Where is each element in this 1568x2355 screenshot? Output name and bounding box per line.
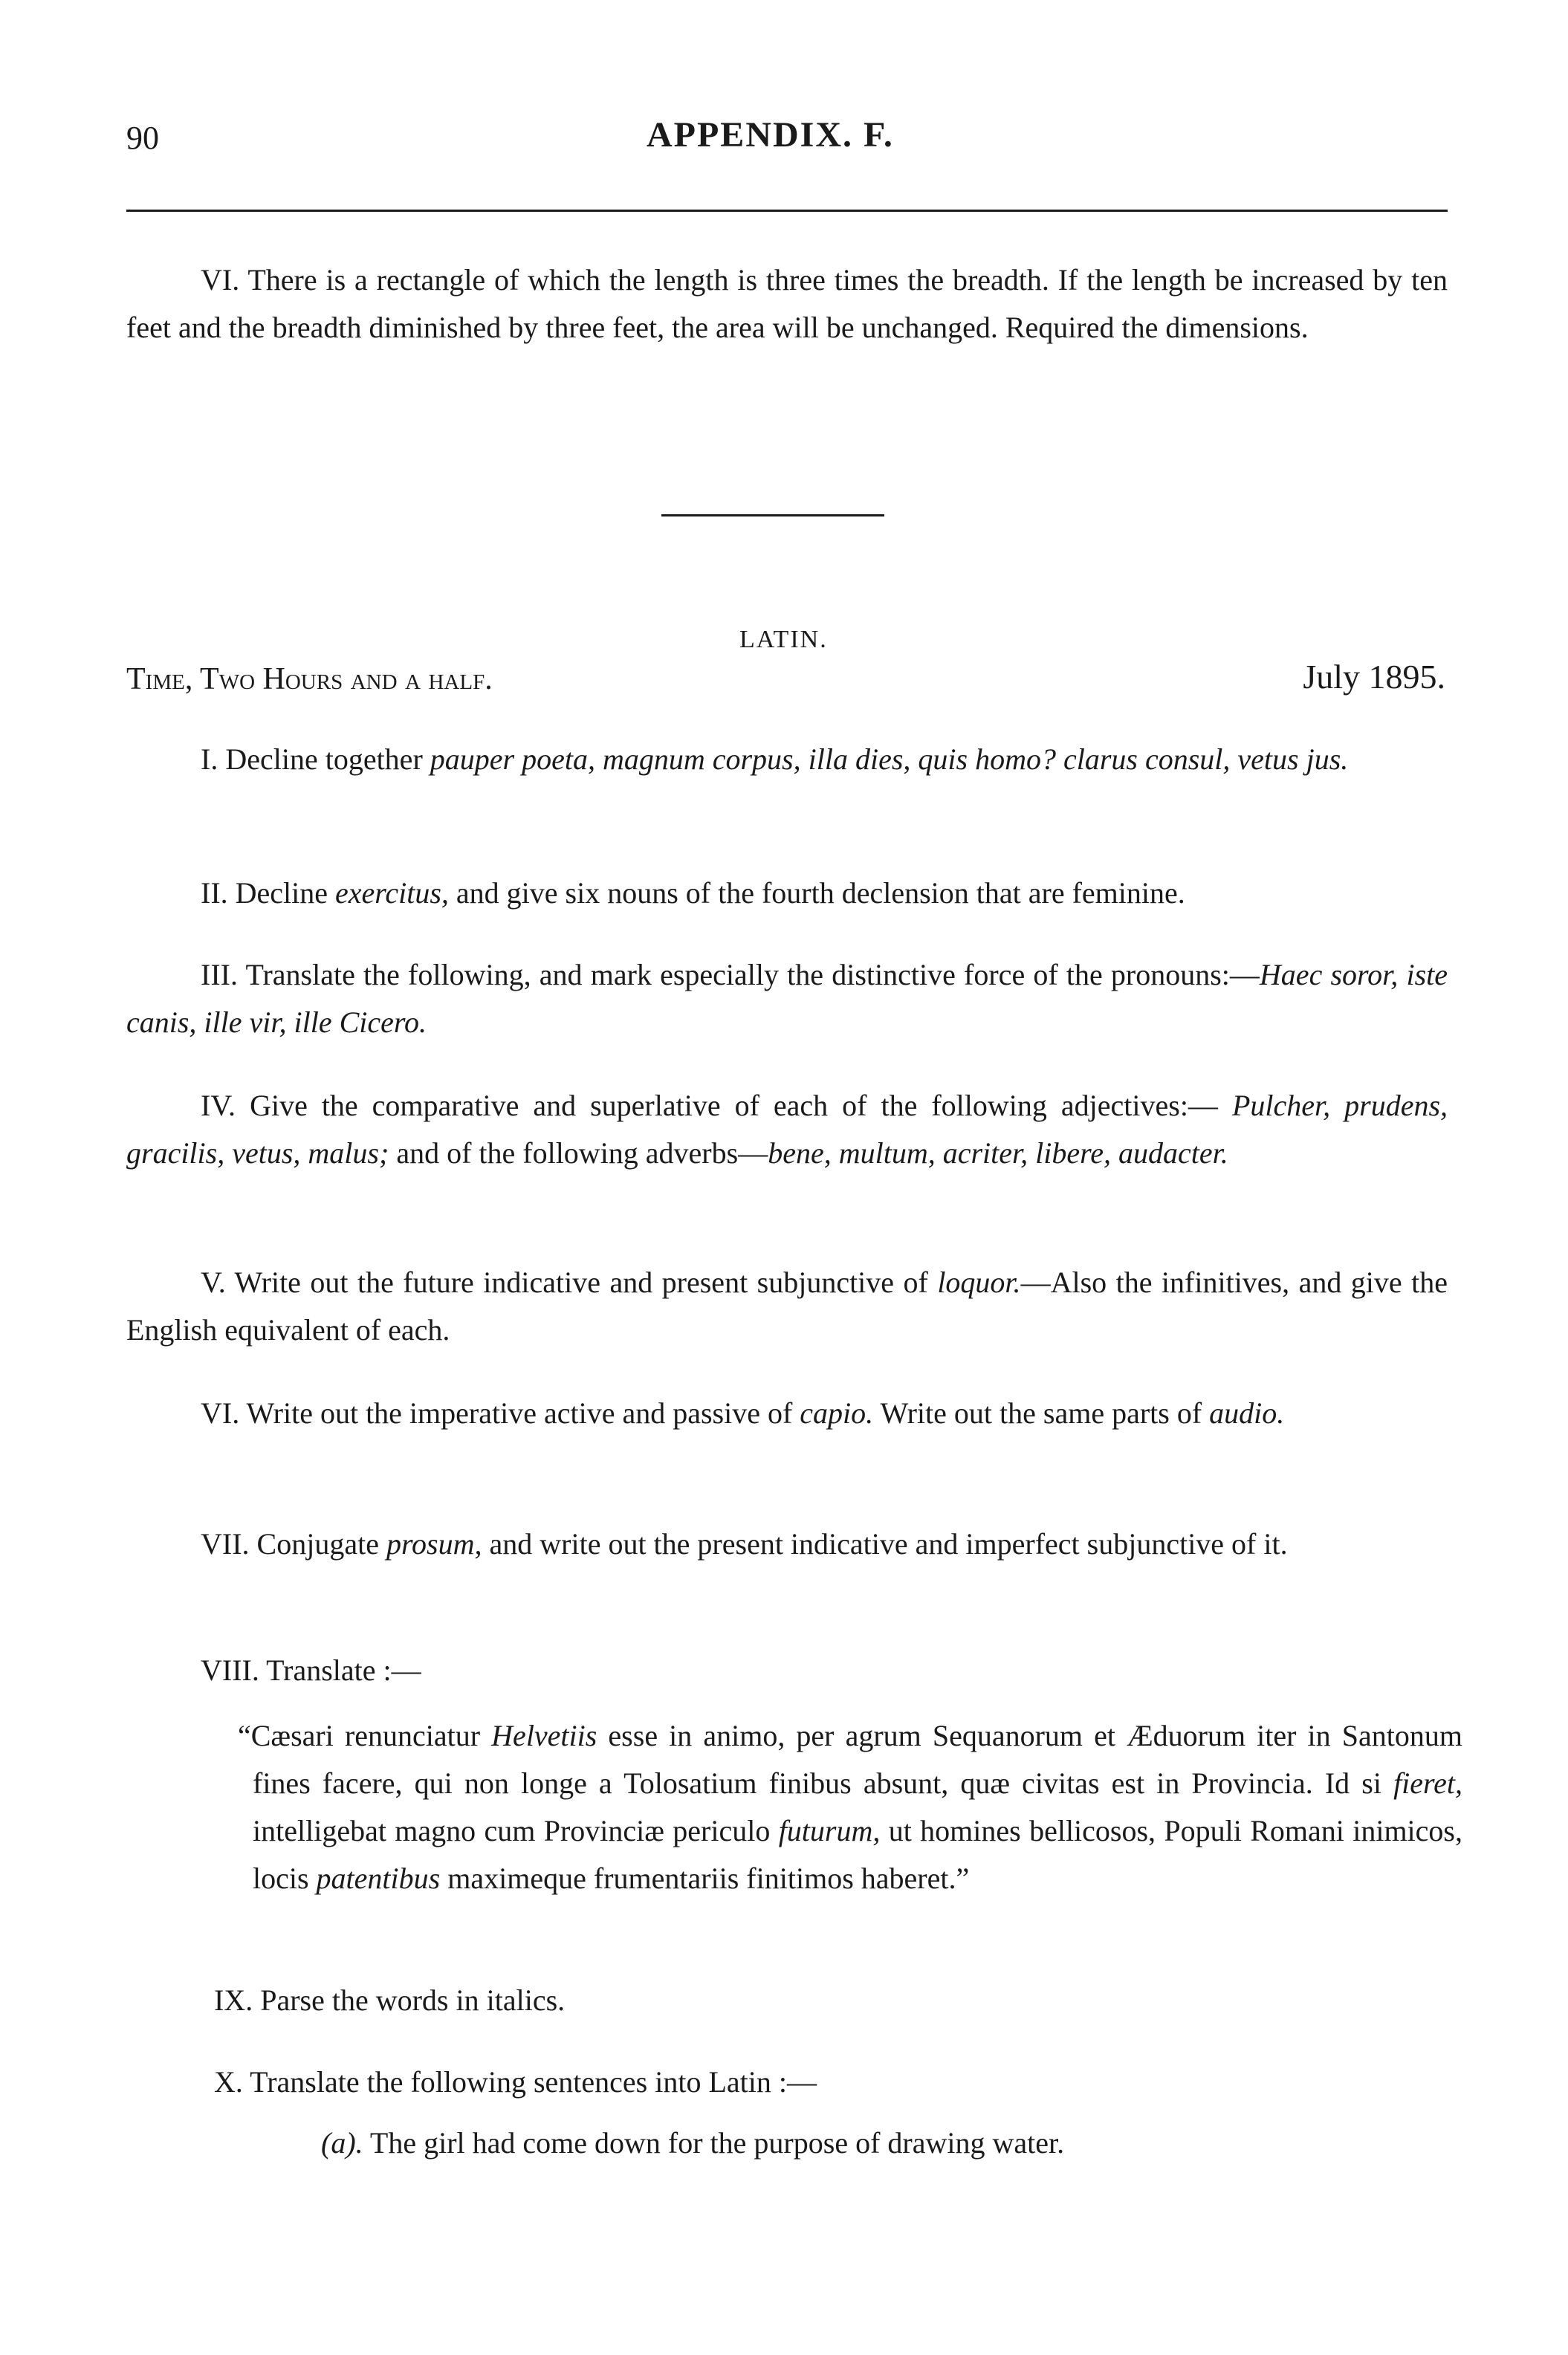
- question-number: VII.: [201, 1527, 250, 1561]
- question-v: [126, 1259, 1448, 1354]
- header-rule: [126, 210, 1448, 212]
- question-iii: [126, 951, 1448, 1046]
- question-text: Decline: [235, 876, 336, 910]
- question-text-cont: and of the following adverbs—: [389, 1136, 768, 1170]
- question-text-cont: and write out the present indicative and imperfect subjunctive of it.: [482, 1527, 1288, 1561]
- section-divider: [661, 514, 884, 516]
- question-number: IV.: [201, 1089, 236, 1122]
- question-i: [126, 736, 1448, 783]
- passage-text: ut homines bellicosos, Populi Romani inimicos, locis: [253, 1814, 1462, 1895]
- question-x-a: [321, 2119, 1448, 2167]
- item-text: The girl had come down for the purpose of drawing water.: [369, 2126, 1065, 2160]
- question-number: II.: [201, 876, 228, 910]
- latin-phrases: pauper poeta, magnum corpus, illa dies, quis homo? clarus consul, vetus jus.: [430, 742, 1349, 776]
- question-vii: [126, 1520, 1448, 1568]
- question-vi: [126, 1390, 1448, 1437]
- latin-passage: [238, 1712, 1462, 1902]
- exam-date: July 1895.: [1303, 658, 1445, 696]
- question-ii: [126, 869, 1448, 917]
- question-text: Write out the imperative active and passive of: [246, 1396, 800, 1430]
- passage-italic: futurum,: [778, 1814, 881, 1847]
- question-text-cont: —Also the infinitives, and give the English equivalent of each.: [126, 1266, 1448, 1347]
- question-vi-geometry: [126, 256, 1448, 352]
- question-number: X.: [214, 2065, 243, 2099]
- latin-word: exercitus,: [335, 876, 449, 910]
- question-number: IX.: [214, 1983, 253, 2017]
- question-text-cont: Write out the same parts of: [873, 1396, 1210, 1430]
- latin-phrases: Haec soror, iste canis, ille vir, ille Cicero.: [126, 958, 1448, 1039]
- section-heading: LATIN.: [739, 626, 828, 653]
- question-number: VI.: [201, 263, 240, 297]
- page-title: APPENDIX. F.: [647, 115, 894, 155]
- question-text: Parse the words in italics.: [260, 1983, 566, 2017]
- latin-word: audio.: [1209, 1396, 1285, 1430]
- question-text: Translate the following, and mark especially the distinctive force of the pronouns:—: [245, 958, 1260, 991]
- question-text: Write out the future indicative and present subjunctive of: [234, 1266, 938, 1299]
- question-text: Translate :—: [266, 1653, 421, 1687]
- question-text-cont: and give six nouns of the fourth declension that are feminine.: [448, 876, 1185, 910]
- question-number: I.: [201, 742, 218, 776]
- question-viii: [201, 1647, 1448, 1694]
- question-text: Give the comparative and superlative of each of the following adjectives:—: [250, 1089, 1218, 1122]
- time-allowed: Time, Two Hours and a half.: [126, 662, 493, 696]
- question-text: Conjugate: [256, 1527, 386, 1561]
- passage-text: intelligebat magno cum Provinciæ periculo: [253, 1814, 779, 1847]
- latin-adjectives: Pulcher, prudens, gracilis, vetus, malus;: [126, 1089, 1448, 1170]
- question-iv: [126, 1082, 1448, 1177]
- passage-text: “Cæsari renunciatur: [238, 1719, 492, 1752]
- question-number: V.: [201, 1266, 226, 1299]
- question-ix: [214, 1977, 1448, 2024]
- question-number: III.: [201, 958, 238, 991]
- question-x: [214, 2058, 1448, 2106]
- latin-adverbs: bene, multum, acriter, libere, audacter.: [768, 1136, 1228, 1170]
- passage-italic: Helvetiis: [491, 1719, 597, 1752]
- latin-word: loquor.: [937, 1266, 1021, 1299]
- item-label: (a).: [321, 2126, 363, 2160]
- question-text: There is a rectangle of which the length is three times the breadth. If the length be increased by ten feet and the breadth diminished by three feet, the area will be unchanged. Required the dimensions.: [126, 263, 1448, 344]
- page-number: 90: [126, 120, 159, 156]
- question-number: VIII.: [201, 1653, 259, 1687]
- question-text: Decline together: [225, 742, 430, 776]
- passage-italic: patentibus: [316, 1862, 441, 1895]
- passage-italic: fieret,: [1393, 1766, 1462, 1800]
- passage-text: maximeque frumentariis finitimos haberet.”: [440, 1862, 970, 1895]
- question-text: Translate the following sentences into Latin :—: [250, 2065, 817, 2099]
- question-number: VI.: [201, 1396, 240, 1430]
- latin-word: capio.: [800, 1396, 874, 1430]
- latin-word: prosum,: [386, 1527, 482, 1561]
- passage-text: esse in animo, per agrum Sequanorum et Æduorum iter in Santonum fines facere, qui non longe a Tolosatium finibus absunt, quæ civitas est in Provincia. Id si: [253, 1719, 1462, 1800]
